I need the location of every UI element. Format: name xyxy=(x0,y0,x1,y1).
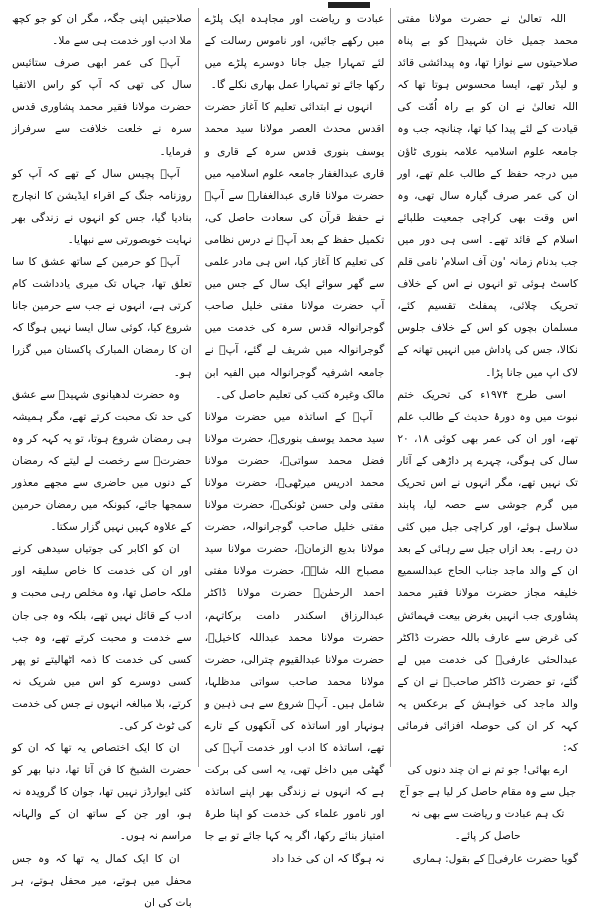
right-column xyxy=(391,8,584,865)
paragraph: اللہ تعالیٰ نے حضرت مولانا مفتی محمد جمیل خان شہیدؒ کو بے پناہ صلاحیتوں سے نوازا تھا، وہ پیدائشی قائد و لیڈر تھے، ایسا محسوس ہوتا تھا کہ اللہ تعالیٰ نے ان کو بے راہ اُمّت کی قیادت کے لئے پیدا کیا تھا، چنانچہ جب وہ جامعہ علوم اسلامیہ علامہ بنوری ٹاؤن میں درجہ حفظ کے طالب علم تھے، اور ان کی عمر صرف گیارہ سال تھی، وہ اس وقت بھی کراچی جمعیت طلبائے اسلام کے قائد تھے۔ اسی ہی دور میں جب بدنام زمانہ 'ون آف اسلام' نامی قلم کاسٹ ہوئی تو انہوں نے اس کے خلاف تحریک چلائی، پمفلٹ تقسیم کئے، مسلمان بچوں کو اس کے خلاف جلوس نکالا، جس کی پاداش میں انہیں تھانہ کے لاک اپ میں جانا پڑا۔ xyxy=(397,13,578,379)
paragraph: آپؒ کو حرمین کے ساتھ عشق کا سا تعلق تھا، جہاں تک میری یادداشت کام کرتی ہے، انہوں نے جب سے حرمین جانا شروع کیا، کوئی سال ایسا نہیں ہوگا کہ ان کا رمضان المبارک پاکستان میں گزرا ہو۔ xyxy=(11,256,192,379)
text-columns xyxy=(6,8,584,909)
paragraph: آپؒ پچیس سال کے تھے کہ آپ کو روزنامہ جنگ کے اقراء ایڈیشن کا انچارج بنادیا گیا، جس کو انہوں نے زندگی بھر نہایت خوبصورتی سے نبھایا۔ xyxy=(11,167,192,246)
paragraph: عبادت و ریاضت اور مجاہدہ ایک پلڑے میں رکھے جائیں، اور ناموس رسالت کے لئے تمہارا جیل جانا دوسرے پلڑے میں رکھا جائے تو تمہارا عمل بھاری نکلے گا۔ xyxy=(204,13,385,92)
middle-column xyxy=(199,8,392,865)
paragraph: ان کا ایک کمال یہ تھا کہ وہ جس محفل میں ہوتے، میر محفل ہوتے، ہر بات کی ان xyxy=(11,852,192,909)
left-column xyxy=(6,8,199,909)
quote: ارے بھائی! جو تم نے ان چند دنوں کی جیل سے وہ مقام حاصل کر لیا ہے جو آج تک ہم عبادت و ریاضت سے بھی نہ حاصل کر پائے۔ xyxy=(399,764,577,843)
paragraph: وہ حضرت لدھیانوی شہیدؒ سے عشق کی حد تک محبت کرتے تھے، مگر ہمیشہ ہی رمضان شروع ہوتا، تو یہ کہہ کر وہ حضرتؒ سے رخصت لے لیتے کہ رمضان کے دنوں میں حاضری سے مجھے معذور سمجھا جائے، کیونکہ میں رمضان حرمین کے علاوہ کہیں نہیں گزار سکتا۔ xyxy=(11,388,192,534)
paragraph: ان کا ایک اختصاص یہ تھا کہ ان کو حضرت الشیخ کا فن آتا تھا، دنیا بھر کو کئی ایوارڈز نہیں تھا، جوان کا گرویدہ نہ ہو، اور جن کے ساتھ ان کے والہانہ مراسم نہ ہوں۔ xyxy=(11,742,192,843)
paragraph: آپؒ کی عمر ابھی صرف ستائیس سال کی تھی کہ آپ کو راس الاتقیا حضرت مولانا فقیر محمد پشاوری قدس سرہ نے خلعت خلافت سے سرفراز فرمایا۔ xyxy=(11,57,192,158)
paragraph: گویا حضرت عارفیؒ کے بقول: ہماری xyxy=(412,852,578,865)
paragraph: ان کو اکابر کی جوتیاں سیدھی کرنے اور ان کی خدمت کا خاص سلیقہ اور ملکہ حاصل تھا، وہ مخلص رہی محبت و ادب کے قائل نہیں تھے، بلکہ وہ جی جان سے خدمت و محبت کرتے تھے، وہ جب کسی کی خدمت کا ذمہ اٹھالیتے تو پھر کسی دوسرے کو اس میں شریک نہ کرتے، بلا مبالغہ انہوں نے جس کی خدمت کی ٹوٹ کر کی۔ xyxy=(11,543,192,732)
paragraph: آپؒ کے اساتذہ میں حضرت مولانا سید محمد یوسف بنوریؒ، حضرت مولانا فضل محمد سواتیؒ، حضرت مولانا محمد ادریس میرٹھیؒ، حضرت مولانا مفتی ولی حسن ٹونکیؒ، حضرت مولانا مفتی خلیل صاحب گوجرانوالہ، حضرت مولانا بدیع الزمانؒ، حضرت مولانا سید مصباح اللہ شاہؒ، حضرت مولانا مفتی احمد الرحمٰنؒ حضرت مولانا ڈاکٹر عبدالرزاق اسکندر دامت برکاتہم، حضرت مولانا محمد عبداللہ کاخیلؒ، حضرت مولانا عبدالقیوم چترالی، حضرت مولانا محمد صاحب سواتی مدظلہا، شامل ہیں۔ آپؒ شروع سے ہی ذہین و ہونہار اور اساتذہ کی آنکھوں کے تارے تھے، اساتذہ کا ادب اور خدمت آپؒ کی گھٹی میں داخل تھی، یہ اسی کی برکت ہے کہ انہوں نے زندگی بھر اپنے اساتذہ اور نامور علماء کی خدمت کو اپنا طرۂ امتیاز بنائے رکھا، اگر یہ کہا جائے تو بے جا نہ ہوگا کہ ان کی خدا داد xyxy=(204,410,385,865)
paragraph: انہوں نے ابتدائی تعلیم کا آغاز حضرت اقدس محدث العصر مولانا سید محمد یوسف بنوری قدس سرہ کے قاری و قاری عبدالغفار جامعہ علوم اسلامیہ میں حضرت مولانا قاری عبدالغفارؒ سے آپؒ نے حفظ قرآن کی سعادت حاصل کی، تکمیل حفظ کے بعد آپؒ نے درس نظامی کی تعلیم کا آغاز کیا، اس ہی مادر علمی سے گھر سوائے ایک سال کے جس میں آپ حضرت مولانا مفتی خلیل صاحب گوجرانوالہ قدس سرہ کی خدمت میں گوجرانوالہ میں شریف لے گئے، آپؒ نے جامعہ اشرفیہ گوجرانوالہ میں الفیہ ابن مالک وغیرہ کتب کی تعلیم حاصل کی۔ xyxy=(204,101,385,401)
paragraph: صلاحیتیں اپنی جگہ، مگر ان کو جو کچھ ملا ادب اور خدمت ہی سے ملا۔ xyxy=(11,13,192,48)
paragraph: اسی طرح ۱۹۷۴ء کی تحریک ختم نبوت میں وہ دورۂ حدیث کے طالب علم تھے، اور ان کی عمر بھی کوئی ۱۸، ۲۰ سال کی ہوگی، چہرے پر داڑھی کے آثار تک نہیں تھے، مگر انہوں نے اس تحریک میں گرم جوشی سے حصہ لیا، پابند سلاسل ہوئے، اور کراچی جیل میں کئی دن رہے۔ بعد ازاں جیل سے رہائی کے بعد ان کے والد ماجد جناب الحاج عبدالسمیع خلیفہ مجاز حضرت مولانا فقیر محمد پشاوری جب انہیں بغرض بیعت فہمائش کی غرض سے عارف باللہ حضرت ڈاکٹر عبدالحئی عارفیؒ کی خدمت میں لے گئے، تو حضرت ڈاکٹر صاحبؒ نے ان کے والد ماجد کی خواہش کے برعکس یہ کہہ کر ان کی حوصلہ افزائی فرمائی کہ: xyxy=(397,388,578,755)
header-rule xyxy=(328,2,370,8)
